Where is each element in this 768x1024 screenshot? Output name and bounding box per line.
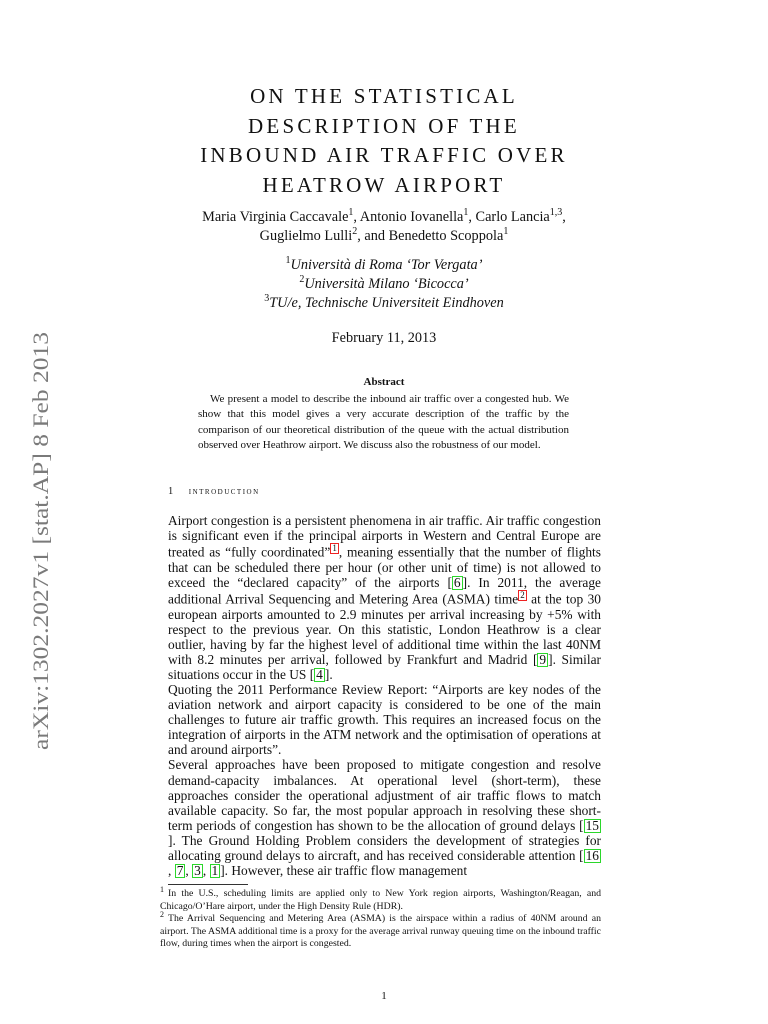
author-line	[140, 208, 628, 227]
page-number: 1	[381, 990, 387, 1002]
section-title: introduction	[188, 486, 260, 497]
affil-mark: 2	[299, 274, 305, 286]
arxiv-stamp	[20, 330, 60, 750]
affil-mark: 1	[285, 255, 291, 267]
text-run: at the top 30 european airports amounted to 2.9 minutes per arrival increasing by +5% with respect to the previous year. On this statistic, London Heathrow is a clear outlier, having by far the highest level of additional time within the last 40NM with 8.2 minutes per arrival, followed by Frankfurt and Madrid [	[168, 591, 601, 667]
citation-link[interactable]: 4	[316, 666, 323, 682]
author-name: , and Benedetto Scoppola	[357, 228, 504, 244]
affil-mark: 2	[352, 226, 358, 238]
affiliations	[140, 256, 628, 313]
affiliation	[140, 275, 628, 294]
citation-link[interactable]: 9	[539, 651, 547, 667]
author-list	[140, 208, 628, 246]
section-number: 1	[168, 486, 175, 497]
body-text	[168, 513, 601, 878]
arxiv-stamp-text: arXiv:1302.2027v1 [stat.AP] 8 Feb 2013	[28, 389, 53, 750]
author-name: , Antonio Iovanella	[353, 209, 464, 225]
footnote: 1 In the U.S., scheduling limits are applied only to New York region airports, Washington/Reagan, and Chicago/O’Hare airport, under the High Density Rule (HDR).	[160, 884, 601, 912]
footnote-text: In the U.S., scheduling limits are applied only to New York region airports, Washington/Reagan, and Chicago/O’Hare airport, under the High Density Rule (HDR).	[160, 888, 601, 912]
abstract-heading: Abstract	[363, 376, 405, 388]
author-line	[140, 227, 628, 246]
citation-link[interactable]: 3	[194, 863, 201, 879]
text-run: Several approaches have been proposed to mitigate congestion and resolve demand-capacity imbalances. At operational level (short-term), these approaches consider the operational adjustment of air traffic flows to match available capacity. So far, the most popular approach in resolving these short-term periods of congestion has shown to be the allocation of ground delays [	[168, 757, 601, 833]
paragraph: Several approaches have been proposed to mitigate congestion and resolve demand-capacity imbalances. At operational level (short-term), these approaches consider the operational adjustment of air traffic flows to match available capacity. So far, the most popular approach in resolving these short-term periods of congestion has shown to be the allocation of ground delays [ 15]. The Ground Holding Problem considers the development of strategies for allocating ground delays to aircraft, and has received considerable attention [ 16, 7 , 3 , 1 ]. However, these air traffic flow management	[168, 757, 601, 879]
text-run: ].	[324, 666, 333, 682]
text-run: ]. However, these air traffic flow management	[220, 863, 468, 879]
title-line: ON THE STATISTICAL	[250, 84, 518, 108]
citation-link[interactable]: 7	[176, 863, 184, 879]
affiliation	[140, 294, 628, 313]
text-run: ]. Similar situations occur in the US [	[168, 651, 601, 682]
citation-link[interactable]: 16	[585, 848, 599, 863]
footnote-rule	[168, 884, 248, 885]
text-run: ]. In 2011, the average additional Arrival Sequencing and Metering Area (ASMA) time	[168, 574, 601, 607]
footnote-link[interactable]: 1	[332, 543, 337, 554]
footnote: 2 The Arrival Sequencing and Metering Area (ASMA) is the airspace within a radius of 40NM around an airport. The ASMA additional time is a proxy for the average arrival runway queuing time on the inbound traffic flow, during times when the airport is congested.	[160, 909, 601, 950]
paper-title	[140, 82, 628, 200]
affiliation	[140, 256, 628, 275]
abstract-text: We present a model to describe the inbound air traffic over a congested hub. We show that this model gives a very accurate description of the traffic by the comparison of our theoretical distribution of the queue with the actual distribution observed over Heathrow airport. We discuss also the robustness of our model.	[198, 393, 569, 452]
title-line: DESCRIPTION OF THE	[248, 113, 520, 138]
text-run: ]. The Ground Holding Problem considers the development of strategies for allocating ground delays to aircraft, and has received considerable attention [	[168, 832, 601, 863]
footnotes	[160, 884, 601, 951]
citation-link[interactable]: 15	[585, 817, 599, 833]
citation-link[interactable]: 6	[453, 574, 461, 590]
author-name: , Carlo Lancia	[468, 209, 550, 225]
footnote-link[interactable]: 2	[520, 589, 525, 600]
affiliation-text: Università Milano ‘Bicocca’	[304, 276, 469, 292]
affil-mark: 1	[463, 207, 469, 219]
affil-mark: 3	[264, 293, 270, 305]
affiliation-text: TU/e, Technische Universiteit Eindhoven	[269, 295, 504, 311]
text-run: Airport congestion is a persistent phenomena in air traffic. Air traffic congestion is significant even if the principal airports in Western and Central Europe are treated as “fully coordinated”	[168, 513, 601, 560]
affil-mark: 1,3	[549, 207, 563, 219]
text-run: , meaning essentially that the number of flights that can be scheduled there per hour (or other unit of time) is not allowed to exceed the “declared capacity” of the airports [	[168, 544, 601, 590]
citation-link[interactable]: 1	[211, 863, 219, 879]
title-line: INBOUND AIR TRAFFIC OVER	[200, 143, 568, 167]
section-heading	[168, 486, 260, 497]
affiliation-text: Università di Roma ‘Tor Vergata’	[290, 257, 483, 273]
affil-mark: 1	[503, 226, 509, 238]
paragraph	[168, 513, 601, 682]
title-line: HEATROW AIRPORT	[262, 172, 506, 197]
author-name: Maria Virginia Caccavale	[202, 209, 349, 225]
author-name: Guglielmo Lulli	[259, 228, 353, 244]
separator: ,	[562, 209, 566, 225]
affil-mark: 1	[348, 207, 354, 219]
paragraph: Quoting the 2011 Performance Review Report: “Airports are key nodes of the aviation network and airport capacity is considered to be one of the main challenges to future air traffic growth. This requires an increased focus on the integration of airports in the ATM network and the optimisation of operations at and around airports”.	[168, 681, 601, 758]
paper-date: February 11, 2013	[331, 330, 437, 346]
footnote-text: The Arrival Sequencing and Metering Area (ASMA) is the airspace within a radius of 40NM around an airport. The ASMA additional time is a proxy for the average arrival runway queuing time on the inbound traffic flow, during times when the airport is congested.	[160, 913, 601, 950]
